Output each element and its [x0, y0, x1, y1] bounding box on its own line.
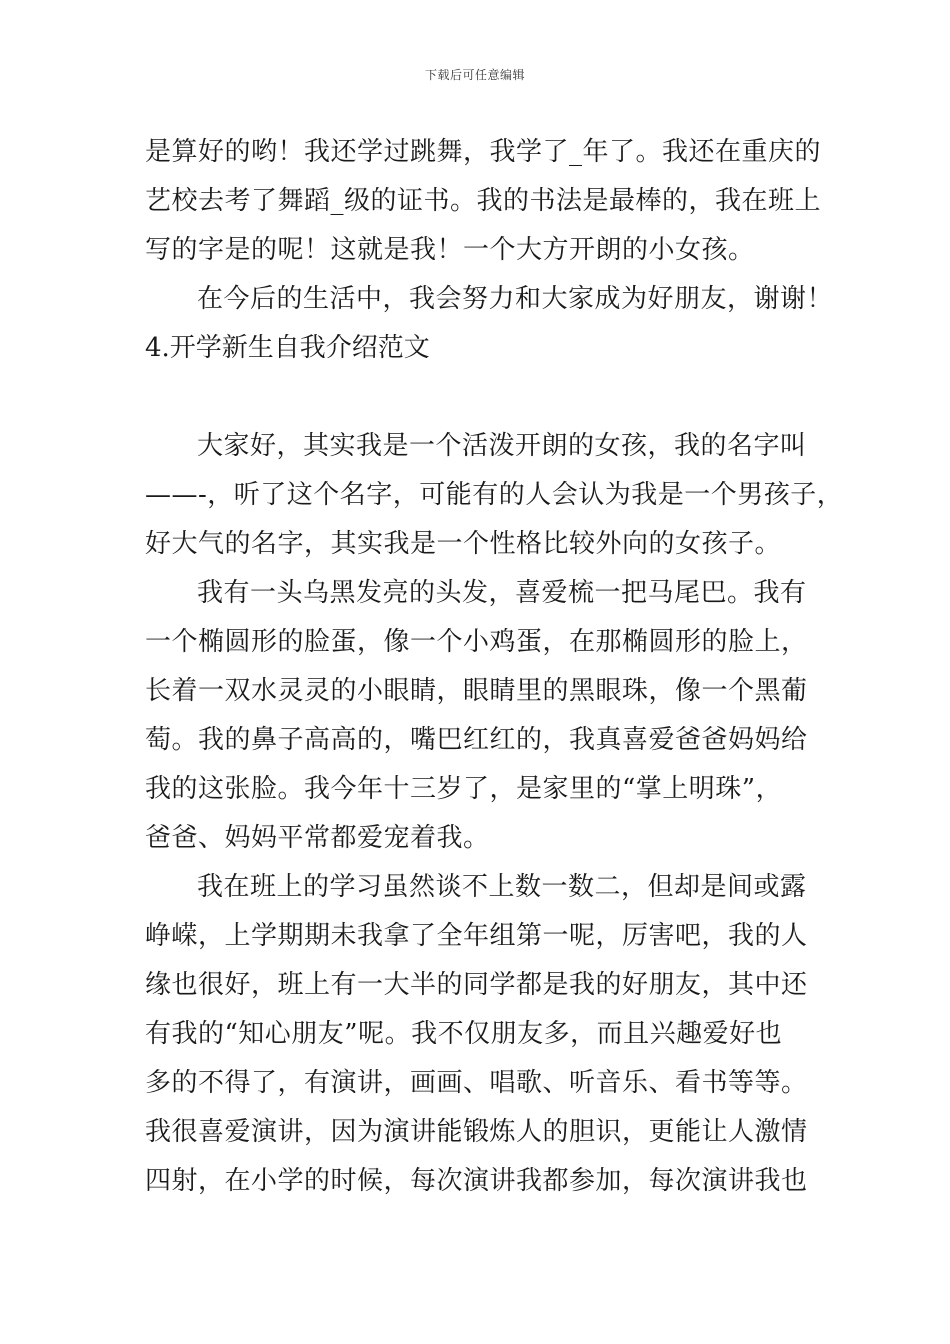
paragraph-closing: [145, 275, 834, 324]
text-line: 写的字是的呢！这就是我！一个大方开朗的小女孩。: [145, 235, 755, 265]
text-line: 一个椭圆形的脸蛋，像一个小鸡蛋，在那椭圆形的脸上，: [145, 627, 808, 657]
text-line: 萄。我的鼻子高高的，嘴巴红红的，我真喜爱爸爸妈妈给: [145, 725, 808, 755]
header-note: 下载后可任意编辑: [424, 68, 525, 82]
text-line: 我有一头乌黑发亮的头发，喜爱梳一把马尾巴。我有: [197, 578, 807, 608]
text-line: 我的这张脸。我今年十三岁了，是家里的“掌上明珠”，: [145, 774, 783, 804]
text-line: 大家好，其实我是一个活泼开朗的女孩，我的名字叫: [197, 431, 807, 461]
document-body: [145, 128, 844, 1206]
section-title: 4.开学新生自我介绍范文: [145, 333, 430, 363]
text-line: 爸爸、妈妈平常都爱宠着我。: [145, 823, 490, 853]
paragraph-3: [145, 863, 825, 1206]
text-line: 多的不得了，有演讲，画画、唱歌、听音乐、看书等等。: [145, 1068, 808, 1098]
text-line: 我在班上的学习虽然谈不上数一数二，但却是间或露: [197, 872, 807, 902]
paragraph-1: [145, 422, 844, 569]
text-line: 峥嵘，上学期期未我拿了全年组第一呢，厉害吧，我的人: [145, 921, 808, 951]
text-line: 我很喜爱演讲，因为演讲能锻炼人的胆识，更能让人激情: [145, 1117, 808, 1147]
text-line: ——-，听了这个名字，可能有的人会认为我是一个男孩子，: [145, 480, 844, 510]
blank-spacer: [145, 373, 825, 422]
paragraph-2: [145, 569, 825, 863]
text-line: 在今后的生活中，我会努力和大家成为好朋友，谢谢！: [197, 284, 834, 314]
text-line: 四射，在小学的时候，每次演讲我都参加，每次演讲我也: [145, 1166, 808, 1196]
text-line: 好大气的名字，其实我是一个性格比较外向的女孩子。: [145, 529, 782, 559]
text-line: 缘也很好，班上有一大半的同学都是我的好朋友，其中还: [145, 970, 808, 1000]
text-line: 有我的“知心朋友”呢。我不仅朋友多，而且兴趣爱好也: [145, 1019, 783, 1049]
text-line: 艺校去考了舞蹈_级的证书。我的书法是最棒的，我在班上: [145, 186, 822, 216]
paragraph-intro-continuation: [145, 128, 825, 275]
text-line: 是算好的哟！我还学过跳舞，我学了_年了。我还在重庆的: [145, 137, 822, 167]
text-line: 长着一双水灵灵的小眼睛，眼睛里的黑眼珠，像一个黑葡: [145, 676, 808, 706]
